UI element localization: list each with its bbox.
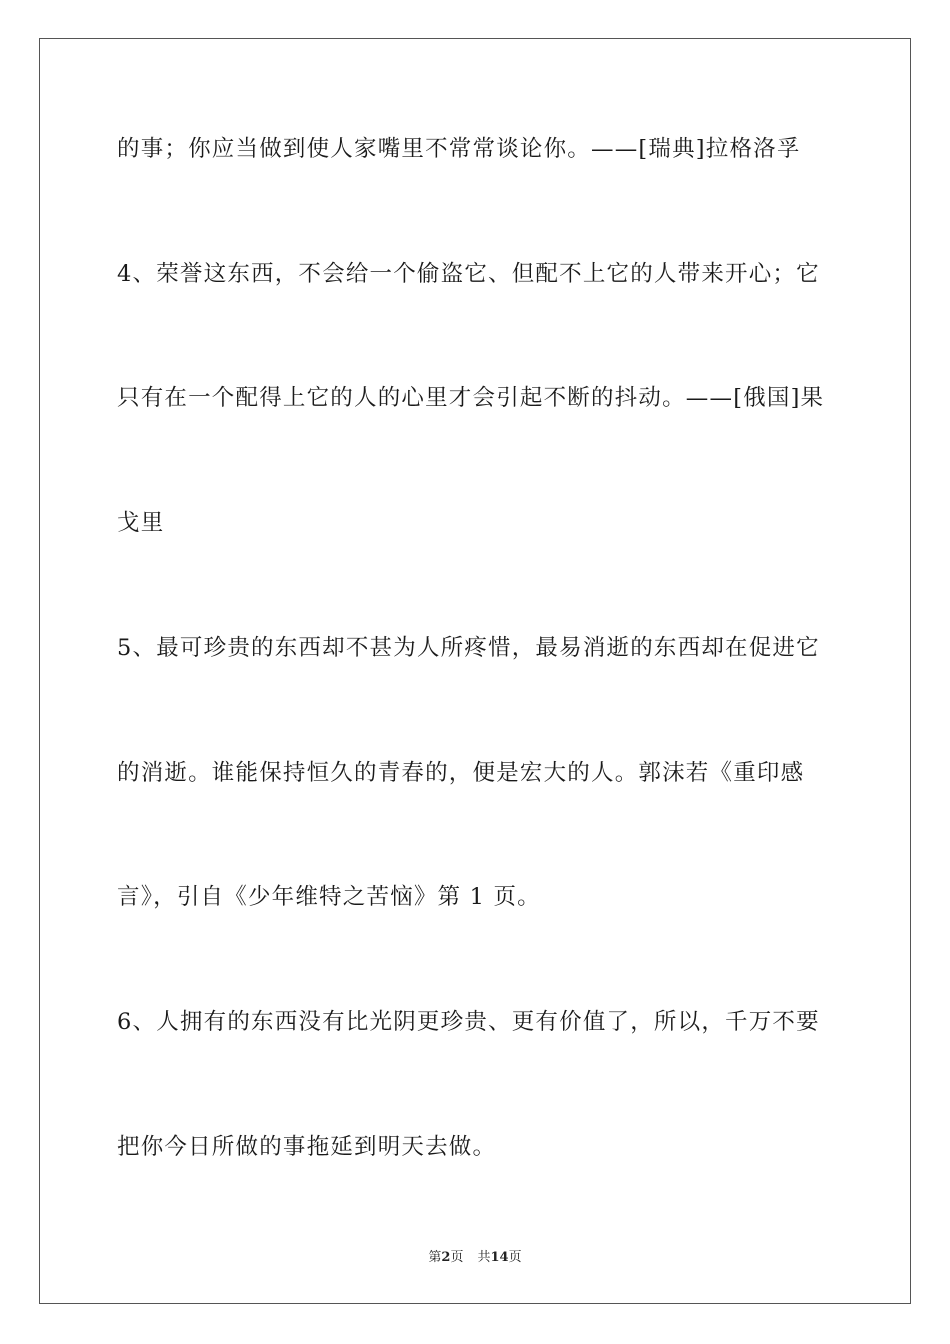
text-line-7: 言》，引自《少年维特之苦恼》第 1 页。 (117, 884, 541, 910)
footer-page-prefix: 第 (428, 1250, 442, 1265)
text-line-3: 只有在一个配得上它的人的心里才会引起不断的抖动。——[俄国]果 (117, 385, 825, 411)
footer-page-suffix: 页 (450, 1250, 464, 1265)
text-line-2: 4、荣誉这东西，不会给一个偷盗它、但配不上它的人带来开心；它 (117, 261, 820, 287)
text-line-1: 的事；你应当做到使人家嘴里不常常谈论你。——[瑞典]拉格洛孚 (117, 136, 801, 162)
text-line-4: 戈里 (117, 510, 165, 536)
footer-total-suffix: 页 (508, 1250, 522, 1265)
text-line-5: 5、最可珍贵的东西却不甚为人所疼惜，最易消逝的东西却在促进它 (117, 635, 820, 661)
footer-total-prefix: 共 (477, 1250, 491, 1265)
footer-total-pages: 14 (490, 1250, 509, 1265)
page-footer (0, 1246, 950, 1265)
text-line-6: 的消逝。谁能保持恒久的青春的，便是宏大的人。郭沫若《重印感 (117, 760, 805, 786)
page-frame (39, 38, 911, 1304)
text-line-8: 6、人拥有的东西没有比光阴更珍贵、更有价值了，所以，千万不要 (117, 1009, 820, 1035)
footer-page-number: 2 (441, 1250, 451, 1265)
text-line-9: 把你今日所做的事拖延到明天去做。 (117, 1134, 497, 1160)
